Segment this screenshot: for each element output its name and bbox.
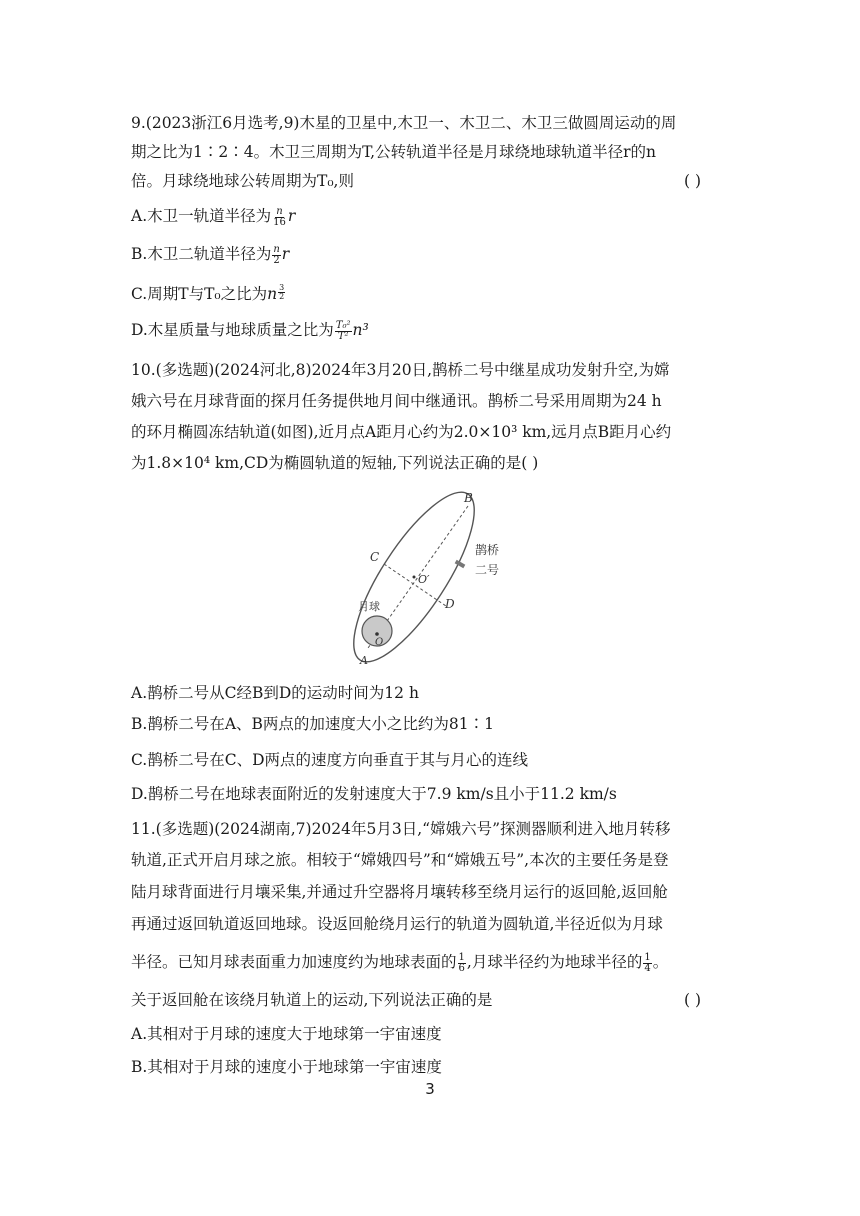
q10-option-a: A.鹊桥二号从C经B到D的运动时间为12 h xyxy=(131,684,419,702)
label-o: O xyxy=(375,637,384,648)
q10-line-1: 10.(多选题)(2024河北,8)2024年3月20日,鹊桥二号中继星成功发射升空,为嫦 xyxy=(131,361,670,379)
label-d: D xyxy=(445,597,455,611)
q9-option-c: C.周期T与T₀之比为n $\frac{3}{2}$ xyxy=(131,283,285,303)
q9-line-2: 期之比为1∶2∶4。木卫三周期为T,公转轨道半径是月球绕地球轨道半径r的n xyxy=(131,143,656,161)
q9-option-b: B.木卫二轨道半径为 $\frac{n}{2}$ r xyxy=(131,243,290,266)
q9-line-3: 倍。月球绕地球公转周期为T₀,则 xyxy=(131,172,354,190)
label-moon: 月球 xyxy=(358,600,380,613)
label-satellite-1: 鹊桥 xyxy=(475,543,500,557)
q11-answer-paren: ( ) xyxy=(684,991,702,1009)
q11-line-4: 再通过返回轨道返回地球。设返回舱绕月运行的轨道为圆轨道,半径近似为月球 xyxy=(131,915,663,933)
q11-line-2: 轨道,正式开启月球之旅。相较于“嫦娥四号”和“嫦娥五号”,本次的主要任务是登 xyxy=(131,851,669,869)
moon-center-dot xyxy=(375,632,379,636)
label-o-prime: O′ xyxy=(418,573,430,586)
q9-option-d: D.木星质量与地球质量之比为 $\frac{\text{T₀²}}{\text{T²}}$ n³ xyxy=(131,319,369,342)
label-b: B xyxy=(464,491,473,505)
q9-line-1: 9.(2023浙江6月选考,9)木星的卫星中,木卫一、木卫二、木卫三做圆周运动的周 xyxy=(131,114,677,132)
q11-option-a: A.其相对于月球的速度大于地球第一宇宙速度 xyxy=(131,1025,442,1043)
q11-line-5: 半径。已知月球表面重力加速度约为地球表面的 $\frac{1}{6}$ ,月球半径约为地球半径的 $\frac{1}{4}$ 。 xyxy=(131,951,669,974)
q10-line-4: 为1.8×10⁴ km,CD为椭圆轨道的短轴,下列说法正确的是( ) xyxy=(131,454,539,472)
q11-option-b: B.其相对于月球的速度小于地球第一宇宙速度 xyxy=(131,1058,442,1076)
page-number: 3 xyxy=(425,1080,435,1098)
q10-option-d: D.鹊桥二号在地球表面附近的发射速度大于7.9 km/s且小于11.2 km/s xyxy=(131,785,617,803)
q11-line-3: 陆月球背面进行月壤采集,并通过升空器将月壤转移至绕月运行的返回舱,返回舱 xyxy=(131,883,668,901)
q10-option-c: C.鹊桥二号在C、D两点的速度方向垂直于其与月心的连线 xyxy=(131,751,529,769)
label-satellite-2: 二号 xyxy=(475,563,500,577)
ellipse-center-dot xyxy=(413,576,416,579)
q11-line-6: 关于返回舱在该绕月轨道上的运动,下列说法正确的是 xyxy=(131,991,493,1009)
label-a: A xyxy=(360,654,368,667)
q11-line-1: 11.(多选题)(2024湖南,7)2024年5月3日,“嫦娥六号”探测器顺利进入地月转移 xyxy=(131,820,671,838)
label-c: C xyxy=(370,550,380,564)
q9-option-a: A.木卫一轨道半径为 $\frac{n}{16}$ r xyxy=(131,205,296,228)
q10-line-2: 娥六号在月球背面的探月任务提供地月间中继通讯。鹊桥二号采用周期为24 h xyxy=(131,392,662,410)
lunar-orbit-diagram xyxy=(350,488,530,670)
q10-option-b: B.鹊桥二号在A、B两点的加速度大小之比约为81∶1 xyxy=(131,715,494,733)
q9-answer-paren: ( ) xyxy=(684,172,702,190)
q10-line-3: 的环月椭圆冻结轨道(如图),近月点A距月心约为2.0×10³ km,远月点B距月心约 xyxy=(131,423,672,441)
